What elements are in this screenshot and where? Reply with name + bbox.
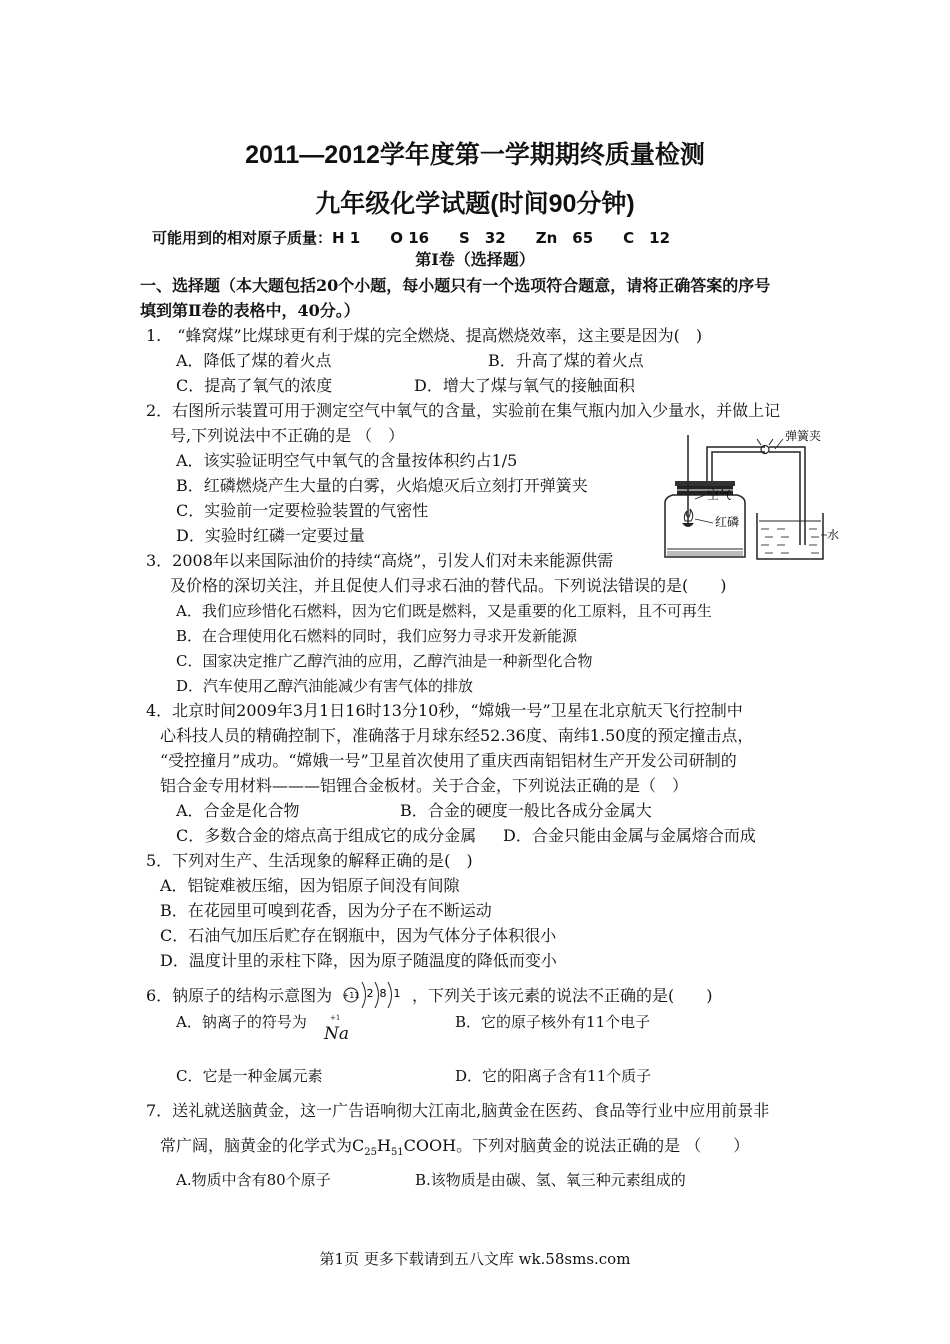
oxygen-apparatus-figure	[655, 425, 840, 565]
q6-ion-symbol: Na	[324, 1024, 350, 1044]
q2-stem-line1: 2．右图所示装置可用于测定空气中氧气的含量，实验前在集气瓶内加入少量水，并做上记	[146, 401, 781, 420]
q4-option-b: B．合金的硬度一般比各成分金属大	[400, 801, 652, 820]
q6-stem-a: 6．钠原子的结构示意图为	[146, 986, 333, 1005]
q4-stem-line3: “受控撞月”成功。“嫦娥一号”卫星首次使用了重庆西南铝铝材生产开发公司研制的	[160, 751, 737, 770]
q5-option-b: B．在花园里可嗅到花香，因为分子在不断运动	[160, 901, 492, 920]
q1-option-a: A．降低了煤的着火点	[176, 351, 332, 370]
q4-option-d: D．合金只能由金属与金属熔合而成	[503, 826, 756, 845]
q3-stem-line1: 3．2008年以来国际油价的持续“高烧”，引发人们对未来能源供需	[146, 551, 614, 570]
q6-stem-b: ，下列关于该元素的说法不正确的是( )	[412, 986, 713, 1005]
q3-stem-line2: 及价格的深切关注，并且促使人们寻求石油的替代品。下列说法错误的是( )	[170, 576, 727, 595]
q3-option-d: D．汽车使用乙醇汽油能减少有害气体的排放	[176, 677, 474, 695]
q4-option-a: A．合金是化合物	[176, 801, 300, 820]
q7-option-b: B.该物质是由碳、氢、氧三种元素组成的	[415, 1171, 686, 1189]
q7-option-a: A.物质中含有80个原子	[176, 1171, 331, 1189]
q1-option-d: D．增大了煤与氧气的接触面积	[414, 376, 635, 395]
shell-3-electrons: 1	[393, 987, 401, 1000]
q6-option-c: C．它是一种金属元素	[176, 1067, 323, 1085]
shell-1-electrons: 2	[366, 987, 374, 1000]
q6-ion-charge: +1	[330, 1014, 341, 1022]
q5-option-c: C．石油气加压后贮存在钢瓶中，因为气体分子体积很小	[160, 926, 557, 945]
atomic-masses: 可能用到的相对原子质量：H 1 O 16 S 32 Zn 65 C 12	[152, 229, 671, 247]
q1-stem: 1. “蜂窝煤”比煤球更有利于煤的完全燃烧、提高燃烧效率，这主要是因为( )	[146, 326, 703, 345]
q6-option-a: A．钠离子的符号为	[176, 1013, 307, 1031]
q3-option-c: C．国家决定推广乙醇汽油的应用，乙醇汽油是一种新型化合物	[176, 652, 593, 670]
nucleus-charge: +11	[342, 991, 360, 1000]
q4-stem-line1: 4．北京时间2009年3月1日16时13分10秒，“嫦娥一号”卫星在北京航天飞行控制中	[146, 701, 743, 720]
q7-stem-line2: 常广阔，脑黄金的化学式为$C_{25}H_{51}COOH$。下列对脑黄金的说法正确的是 （ ）	[160, 1136, 750, 1159]
q1-option-c: C．提高了氧气的浓度	[176, 376, 333, 395]
figure-label-air: 空气	[707, 488, 732, 502]
exam-title: 2011—2012学年度第一学期期终质量检测	[245, 141, 705, 169]
q6-option-b: B．它的原子核外有11个电子	[455, 1013, 651, 1031]
q5-stem: 5．下列对生产、生活现象的解释正确的是( )	[146, 851, 473, 870]
q2-option-c: C．实验前一定要检验装置的气密性	[176, 501, 429, 520]
figure-label-water: 水	[827, 528, 840, 542]
q5-option-d: D．温度计里的汞柱下降，因为原子随温度的降低而变小	[160, 951, 557, 970]
q4-stem-line4: 铝合金专用材料———铝锂合金板材。关于合金，下列说法正确的是（ ）	[160, 776, 689, 795]
exam-subtitle: 九年级化学试题(时间90分钟)	[315, 190, 635, 218]
section-instructions-line2: 填到第Ⅱ卷的表格中，40分。）	[140, 301, 360, 320]
q3-option-b: B．在合理使用化石燃料的同时，我们应努力寻求开发新能源	[176, 627, 578, 645]
figure-label-phosphorus: 红磷	[715, 515, 740, 529]
q1-option-b: B．升高了煤的着火点	[488, 351, 644, 370]
q2-option-b: B．红磷燃烧产生大量的白雾，火焰熄灭后立刻打开弹簧夹	[176, 476, 588, 495]
q2-stem-line2: 号,下列说法中不正确的是 （ ）	[170, 426, 405, 445]
q3-option-a: A．我们应珍惜化石燃料，因为它们既是燃料，又是重要的化工原料，且不可再生	[176, 602, 712, 620]
q5-option-a: A．铝锭难被压缩，因为铝原子间没有间隙	[160, 876, 460, 895]
q7-stem-line1: 7．送礼就送脑黄金，这一广告语响彻大江南北,脑黄金在医药、食品等行业中应用前景非	[146, 1101, 770, 1120]
sodium-atom-diagram	[342, 978, 410, 1018]
q4-option-c: C．多数合金的熔点高于组成它的成分金属	[176, 826, 477, 845]
q2-option-a: A．该实验证明空气中氧气的含量按体积约占1/5	[176, 451, 518, 470]
part-heading: 第Ⅰ卷（选择题）	[415, 250, 535, 269]
shell-2-electrons: 8	[379, 987, 387, 1000]
q4-stem-line2: 心科技人员的精确控制下，准确落于月球东经52.36度、南纬1.50度的预定撞击点，	[160, 726, 754, 745]
figure-label-clip: 弹簧夹	[785, 429, 822, 443]
q6-option-d: D．它的阳离子含有11个质子	[455, 1067, 652, 1085]
q2-option-d: D．实验时红磷一定要过量	[176, 526, 365, 545]
page-footer: 第1页 更多下载请到五八文库 wk.58sms.com	[319, 1250, 631, 1268]
section-instructions-line1: 一、选择题（本大题包括20个小题，每小题只有一个选项符合题意，请将正确答案的序号	[140, 276, 771, 295]
